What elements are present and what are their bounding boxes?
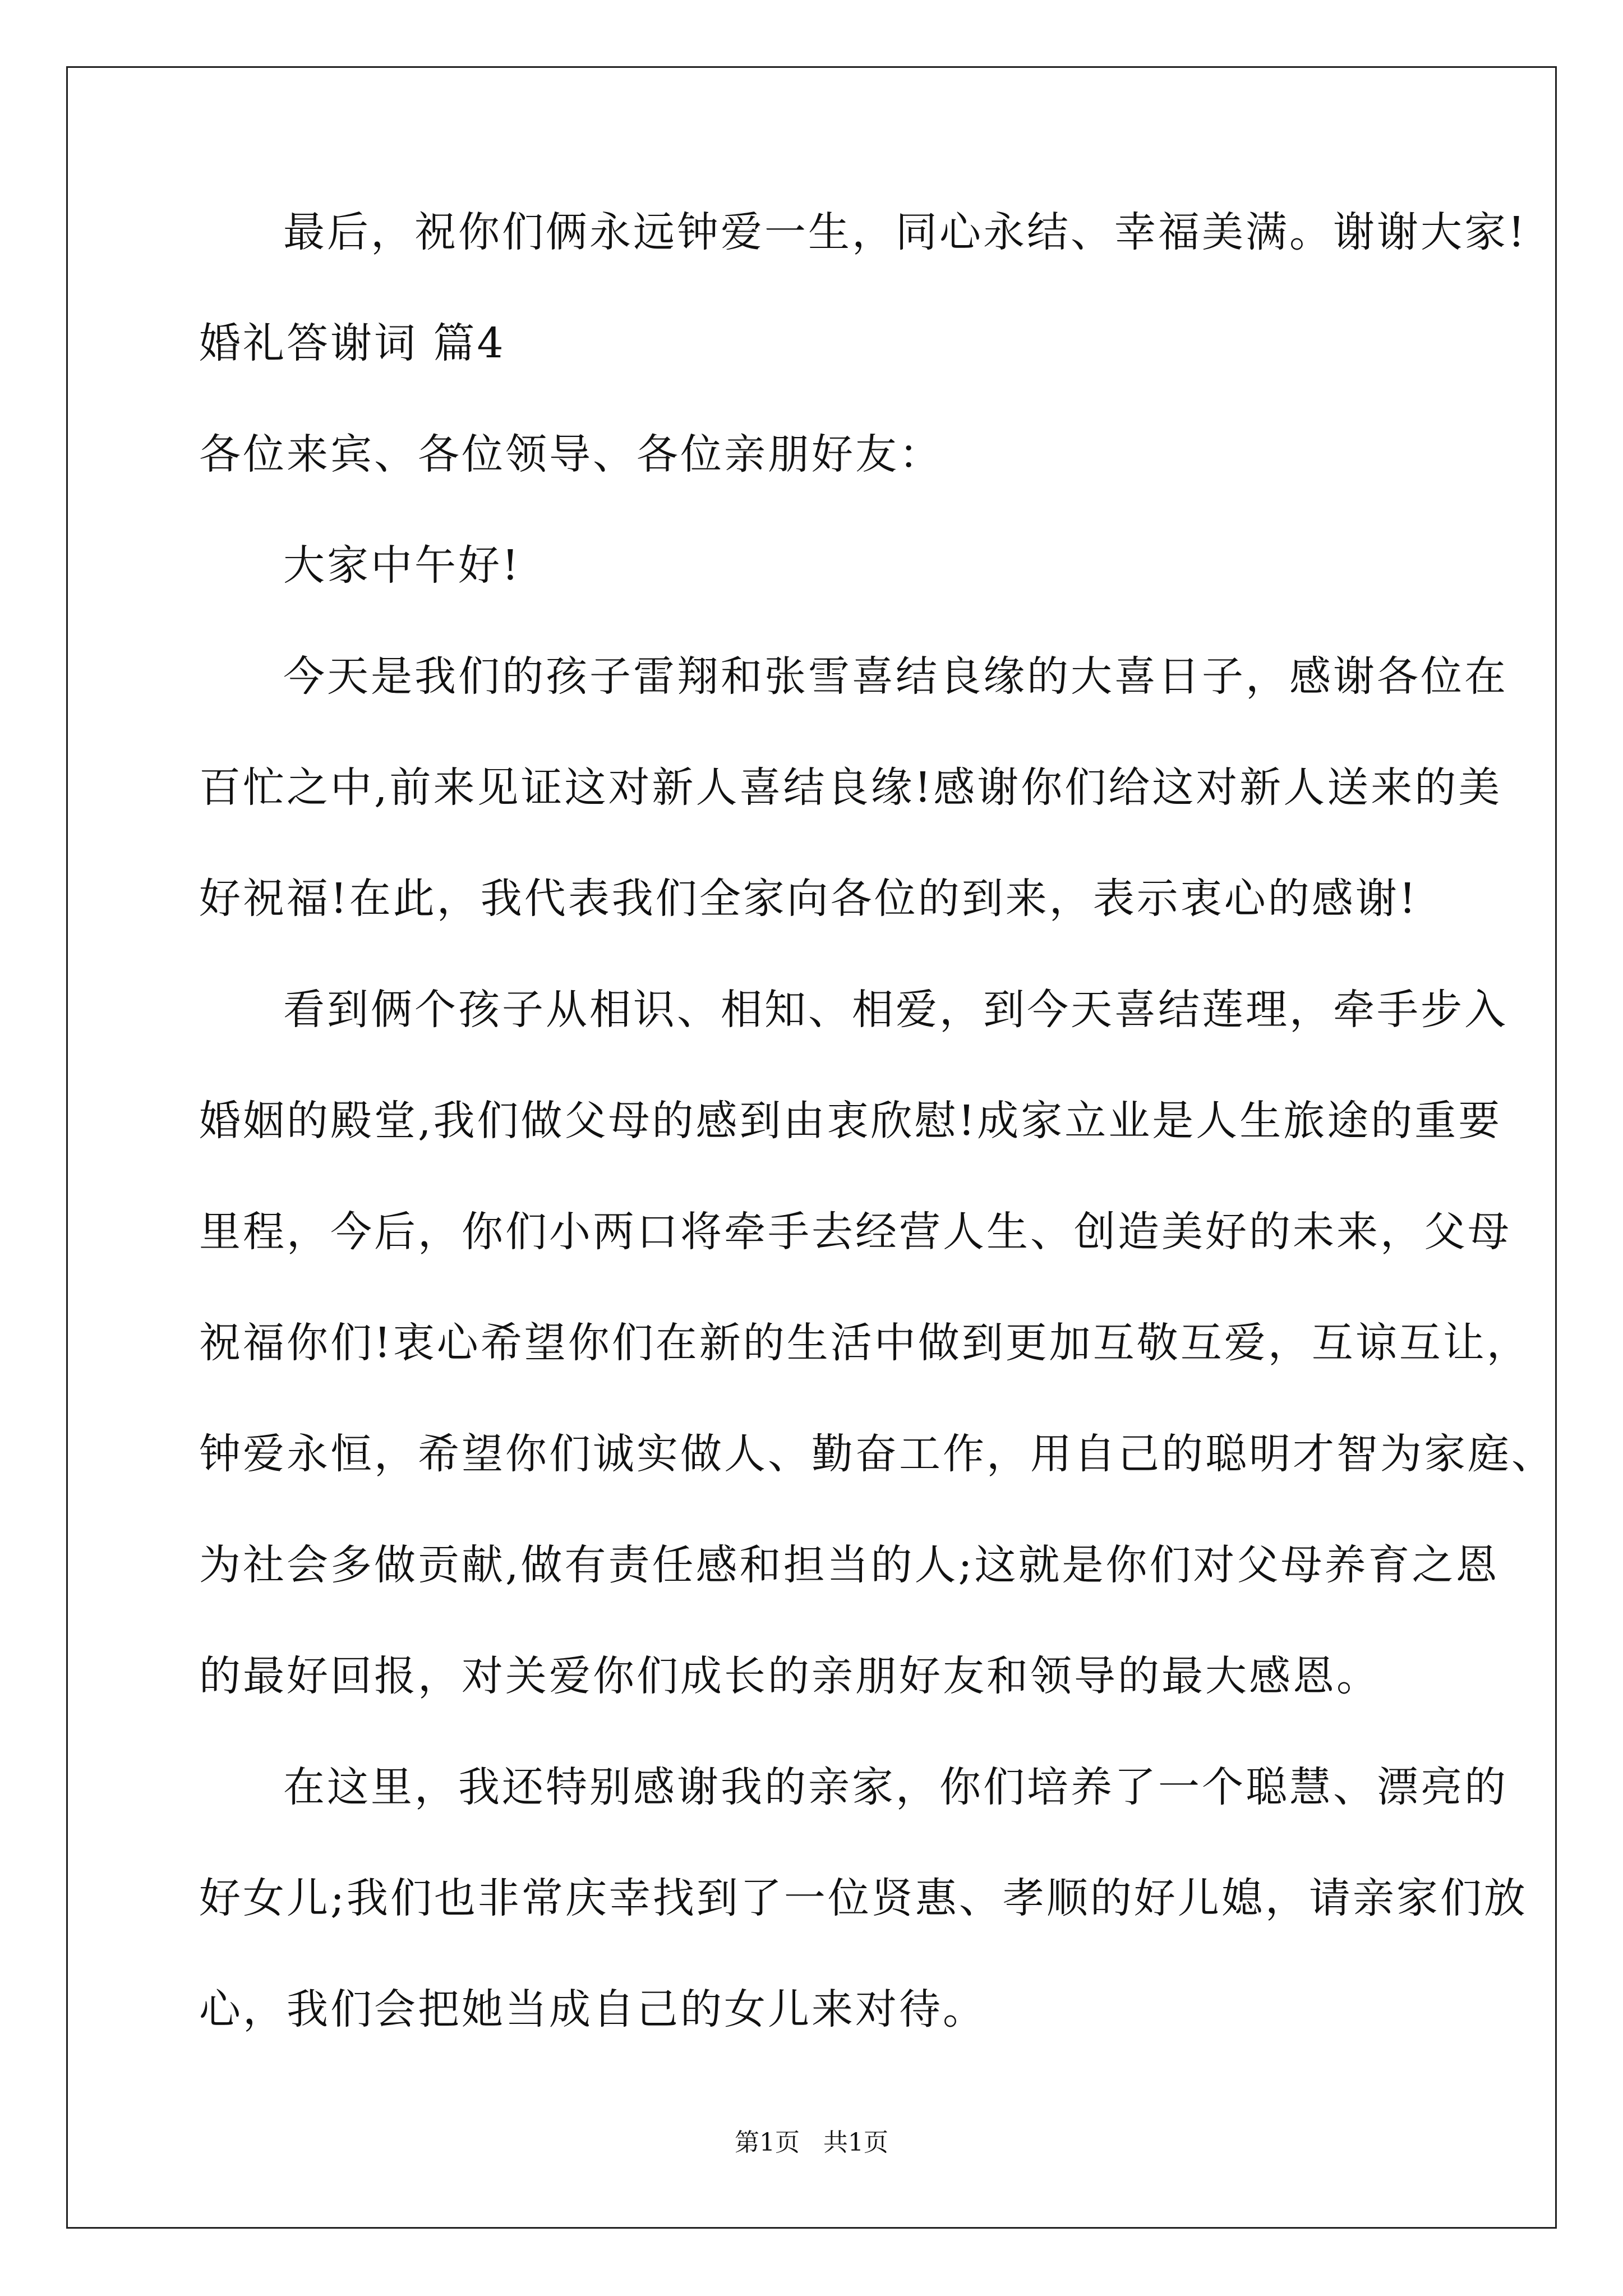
greeting: 大家中午好!	[283, 541, 521, 590]
paragraph-line: 婚姻的殿堂,我们做父母的感到由衷欣慰!成家立业是人生旅途的重要	[199, 1097, 1502, 1145]
paragraph-line: 在这里，我还特别感谢我的亲家，你们培养了一个聪慧、漂亮的	[283, 1763, 1508, 1811]
paragraph-line: 钟爱永恒，希望你们诚实做人、勤奋工作，用自己的聪明才智为家庭、	[199, 1430, 1555, 1478]
paragraph-line: 的最好回报，对关爱你们成长的亲朋好友和领导的最大感恩。	[199, 1652, 1380, 1700]
page-number-current: 第1页	[735, 2128, 800, 2157]
salutation: 各位来宾、各位领导、各位亲朋好友：	[199, 430, 943, 478]
closing-blessing: 最后，祝你们俩永远钟爱一生，同心永结、幸福美满。谢谢大家!	[283, 208, 1527, 256]
paragraph-line: 看到俩个孩子从相识、相知、相爱，到今天喜结莲理，牵手步入	[283, 986, 1508, 1034]
paragraph-line: 为社会多做贡献,做有责任感和担当的人;这就是你们对父母养育之恩	[199, 1541, 1500, 1589]
page-number-total: 共1页	[823, 2128, 888, 2157]
paragraph-line: 百忙之中,前来见证这对新人喜结良缘!感谢你们给这对新人送来的美	[199, 763, 1502, 812]
paragraph-line: 祝福你们!衷心希望你们在新的生活中做到更加互敬互爱，互谅互让，	[199, 1319, 1530, 1367]
page-footer	[0, 2126, 1623, 2160]
document-body	[199, 205, 1555, 2093]
section-heading: 婚礼答谢词 篇4	[199, 319, 506, 367]
paragraph-line: 心，我们会把她当成自己的女儿来对待。	[199, 1985, 986, 2033]
paragraph-line: 里程，今后，你们小两口将牵手去经营人生、创造美好的未来，父母	[199, 1208, 1511, 1256]
paragraph-line: 好女儿;我们也非常庆幸找到了一位贤惠、孝顺的好儿媳，请亲家们放	[199, 1874, 1528, 1922]
paragraph-line: 今天是我们的孩子雷翔和张雪喜结良缘的大喜日子，感谢各位在	[283, 652, 1508, 701]
paragraph-line: 好祝福!在此，我代表我们全家向各位的到来，表示衷心的感谢!	[199, 875, 1418, 923]
